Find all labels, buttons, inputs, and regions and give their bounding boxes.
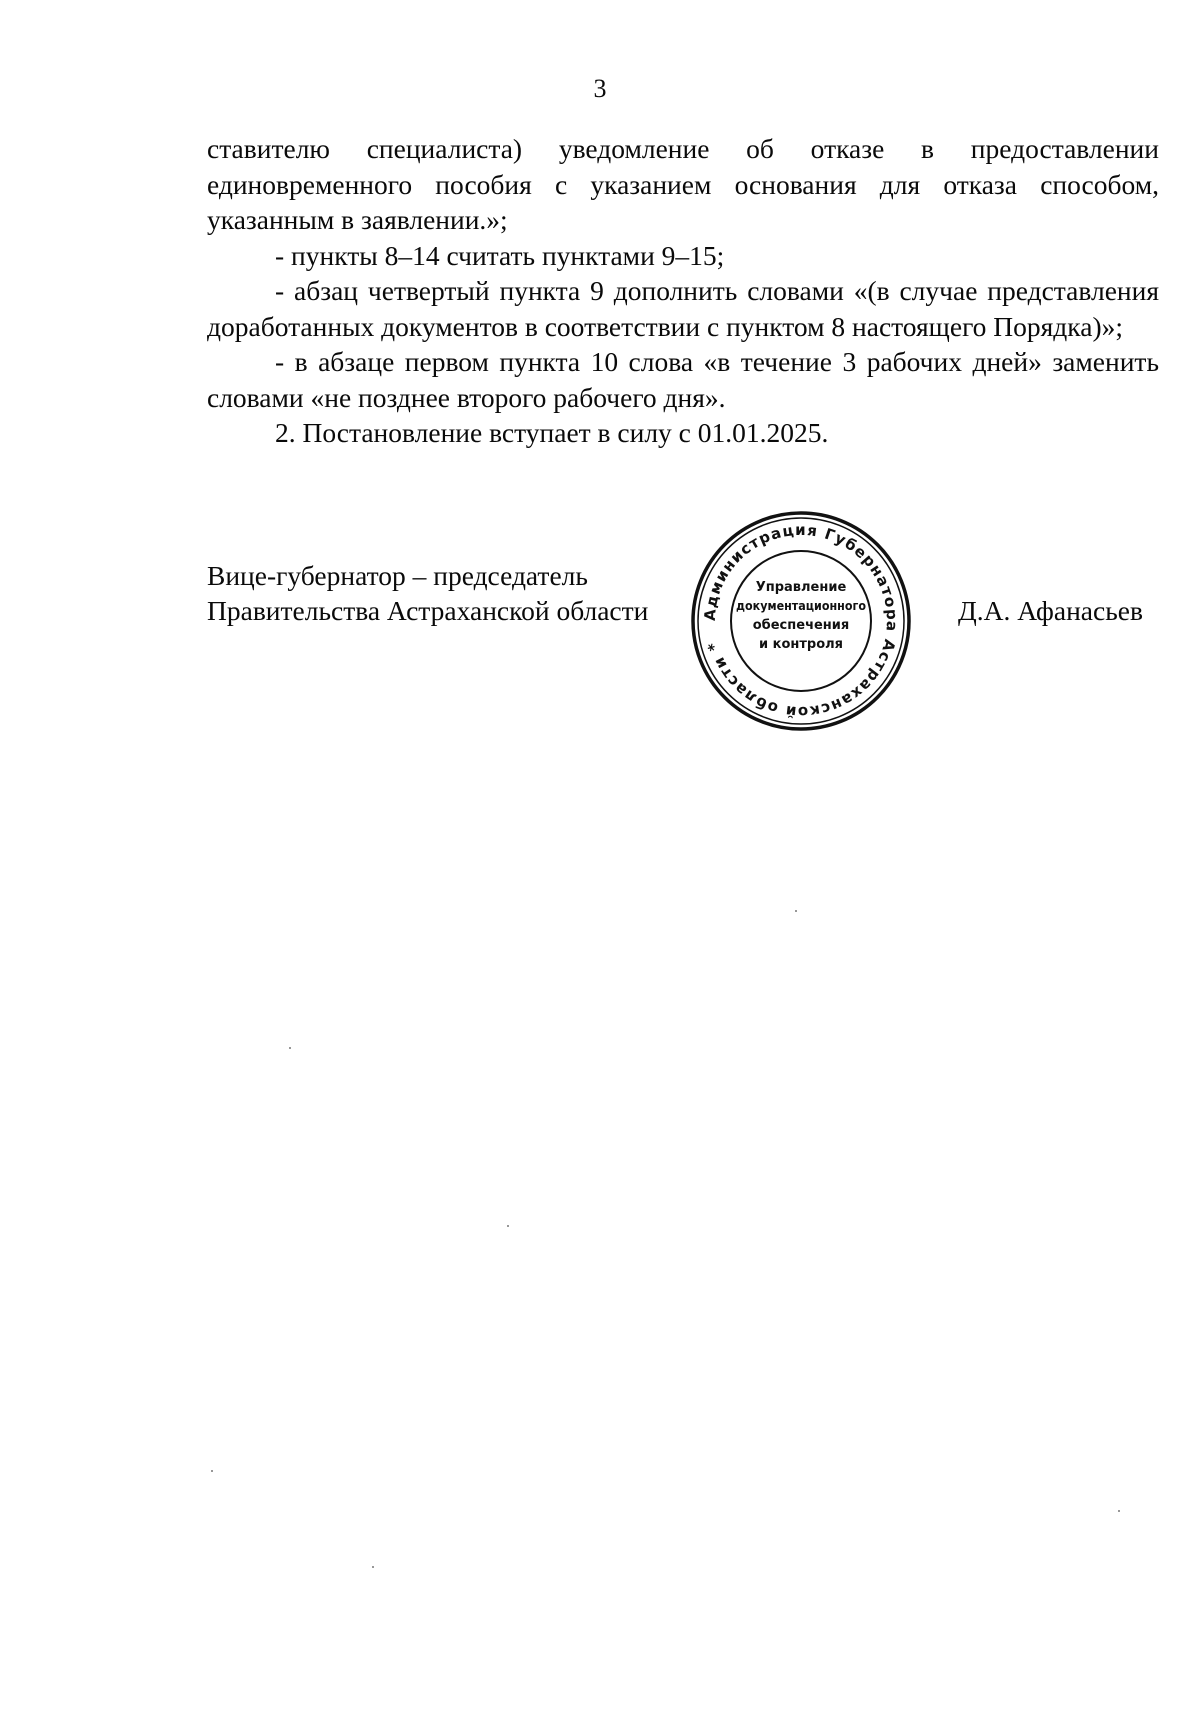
signatory-name: Д.А. Афанасьев <box>958 595 1143 626</box>
seal-graphic <box>689 509 913 733</box>
scan-speck <box>795 910 797 912</box>
document-body <box>207 131 1159 451</box>
official-seal <box>689 509 913 733</box>
seal-center-line3: обеспечения <box>752 618 850 633</box>
seal-center-line1: Управление <box>755 580 847 595</box>
scan-speck <box>372 1566 374 1568</box>
paragraph-item-supplement: - абзац четвертый пункта 9 дополнить словами «(в случае представления доработанных документов в соответствии с пунктом 8 настоящего Порядка)»; <box>207 275 1159 342</box>
signatory-position-line1: Вице-губернатор – председатель <box>207 560 588 591</box>
seal-center-line4: и контроля <box>758 637 844 652</box>
page-number: 3 <box>593 74 607 103</box>
scan-speck <box>289 1047 291 1049</box>
paragraph-continuation: ставителю специалиста) уведомление об отказе в предоставлении единовременного пособия с указанием основания для отказа способом, указанным в заявлении.»; <box>207 133 1159 235</box>
seal-center-line2: документационного <box>736 598 867 613</box>
paragraph-item-renumber: - пункты 8–14 считать пунктами 9–15; <box>275 239 725 271</box>
signatory-position-line2: Правительства Астраханской области <box>207 595 649 626</box>
scan-speck <box>507 1225 509 1227</box>
seal-outer-text: Администрация Губернатора Астраханской области * <box>700 520 902 722</box>
paragraph-item-replace: - в абзаце первом пункта 10 слова «в течение 3 рабочих дней» заменить словами «не позднее второго рабочего дня». <box>207 346 1159 413</box>
paragraph-effective-date: 2. Постановление вступает в силу с 01.01.2025. <box>275 417 829 448</box>
signatory-position <box>207 558 667 628</box>
scan-speck <box>211 1470 213 1472</box>
scan-speck <box>1118 1510 1120 1512</box>
